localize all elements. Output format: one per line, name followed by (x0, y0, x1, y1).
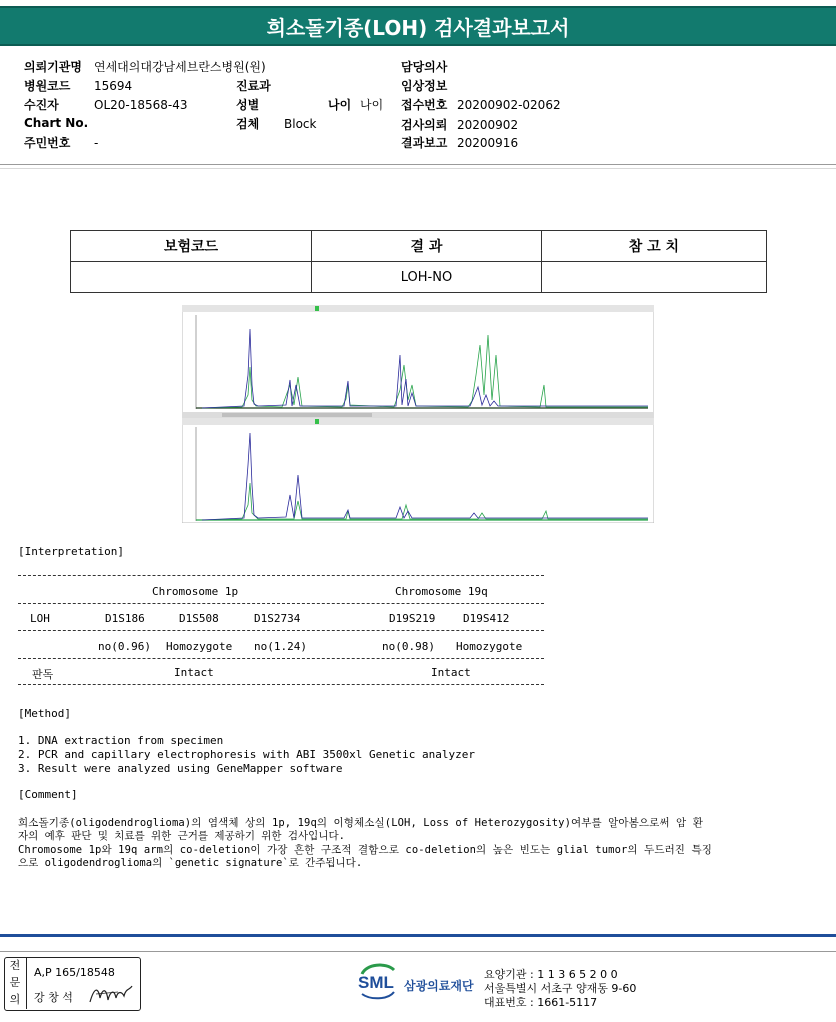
result-table (70, 230, 767, 293)
field-label: 접수번호 (401, 98, 448, 112)
field-value: 20200902-02062 (457, 98, 561, 112)
header-divider-shadow (0, 168, 836, 169)
field-label: 나이 (328, 98, 352, 112)
header-field-receipt-no (401, 96, 561, 113)
method-heading: [Method] (18, 707, 71, 720)
field-label: 임상정보 (401, 79, 448, 93)
comment-line: 희소돌기종(oligodendroglioma)의 염색체 상의 1p, 19q의 이형체소실(LOH, Loss of Heterozygosity)여부를 알아봄으로써 암 환 (18, 817, 703, 829)
comment-heading: [Comment] (18, 788, 78, 801)
stamp-side-label (4, 957, 27, 1009)
footer-rule (0, 934, 836, 937)
header-field-report-date (401, 134, 518, 151)
interp-rule (18, 630, 544, 631)
field-label: 병원코드 (24, 79, 71, 93)
field-value: OL20-18568-43 (94, 98, 188, 112)
cell-reference (541, 262, 766, 293)
field-value: Block (284, 117, 317, 131)
header-field-sex (236, 96, 284, 113)
judge-row-label: 판독 (32, 668, 54, 681)
header-field-hospital-code (24, 77, 132, 94)
cell-insurance-code (71, 262, 312, 293)
field-label: Chart No. (24, 116, 89, 130)
footer-line: 요양기관 : 1 1 3 6 5 2 0 0 (484, 968, 618, 981)
field-value: 연세대의대강남세브란스병원(원) (94, 60, 266, 74)
value-1p: no(1.24) (254, 640, 307, 653)
field-label: 결과보고 (401, 136, 448, 150)
field-label: 검사의뢰 (401, 118, 448, 132)
comment-line: 자의 예후 판단 및 치료를 위한 근거를 제공하기 위한 검사입니다. (18, 830, 345, 842)
header-result: 결 과 (312, 231, 542, 262)
header-field-institution (24, 58, 266, 75)
field-value: 20200902 (457, 118, 519, 132)
field-value: 15694 (94, 79, 133, 93)
footer-line: 서울특별시 서초구 양재동 9-60 (484, 982, 637, 995)
result-table-row (71, 262, 767, 293)
comment-line: Chromosome 1p와 19q arm의 co-deletion이 가장 흔한 구조적 결함으로 co-deletion의 높은 빈도는 glial tumor의 두드러진 특징 (18, 844, 712, 856)
marker-1p: D1S508 (179, 612, 219, 625)
header-reference: 참 고 치 (541, 231, 766, 262)
footer-rule-thin (0, 951, 836, 952)
electropherogram-image (182, 305, 654, 523)
field-value: - (94, 136, 99, 150)
value-19q: Homozygote (456, 640, 523, 653)
judge-19q: Intact (431, 666, 471, 679)
handwritten-signature (88, 982, 134, 1006)
header-divider (0, 164, 836, 165)
chrom-1p-label: Chromosome 1p (152, 585, 239, 598)
header-field-clinical-info (401, 77, 457, 94)
field-label: 성별 (236, 98, 260, 112)
header-field-department (236, 77, 284, 94)
result-table-header-row (71, 231, 767, 262)
chrom-19q-label: Chromosome 19q (395, 585, 488, 598)
header-field-doctor (401, 58, 457, 75)
stamp-name: 강 창 석 (34, 991, 73, 1004)
method-line: 1. DNA extraction from specimen (18, 734, 224, 747)
stamp-char: 전 (9, 959, 21, 972)
interpretation-heading: [Interpretation] (18, 545, 124, 558)
field-label: 검체 (236, 117, 260, 131)
field-label: 주민번호 (24, 136, 71, 150)
report-title: 희소돌기종(LOH) 검사결과보고서 (0, 6, 836, 46)
marker-1p: D1S186 (105, 612, 145, 625)
value-1p: no(0.96) (98, 640, 151, 653)
interp-rule (18, 658, 544, 659)
value-19q: no(0.98) (382, 640, 435, 653)
header-field-chart-no (24, 116, 94, 130)
stamp-char: 문 (9, 976, 21, 989)
marker-19q: D19S219 (389, 612, 436, 625)
stamp-char: 의 (9, 993, 21, 1006)
comment-line: 으로 oligodendroglioma의 `genetic signature`로 간주됩니다. (18, 857, 363, 869)
stamp-license: A,P 165/18548 (34, 966, 115, 979)
cell-result: LOH-NO (312, 262, 542, 293)
marker-1p: D1S2734 (254, 612, 301, 625)
field-label: 진료과 (236, 79, 271, 93)
org-name: 삼광의료재단 (404, 979, 474, 993)
sml-logo-text: SML (358, 973, 394, 992)
header-field-age (328, 96, 383, 113)
field-value: 20200916 (457, 136, 519, 150)
field-value: 나이 (360, 98, 384, 112)
method-line: 2. PCR and capillary electrophoresis with ABI 3500xl Genetic analyzer (18, 748, 475, 761)
header-field-specimen (236, 115, 316, 132)
interp-rule (18, 684, 544, 685)
judge-1p: Intact (174, 666, 214, 679)
field-label: 담당의사 (401, 60, 448, 74)
marker-19q: D19S412 (463, 612, 510, 625)
field-label: 의뢰기관명 (24, 60, 82, 74)
header-field-request-date (401, 116, 518, 133)
header-field-resident-no (24, 134, 98, 151)
interp-rule (18, 575, 544, 576)
interp-rule (18, 603, 544, 604)
field-label: 수진자 (24, 98, 59, 112)
value-1p: Homozygote (166, 640, 233, 653)
header-field-patient (24, 96, 188, 113)
method-line: 3. Result were analyzed using GeneMapper software (18, 762, 343, 775)
loh-row-label: LOH (30, 612, 50, 625)
footer-line: 대표번호 : 1661-5117 (484, 996, 598, 1009)
header-insurance-code: 보험코드 (71, 231, 312, 262)
